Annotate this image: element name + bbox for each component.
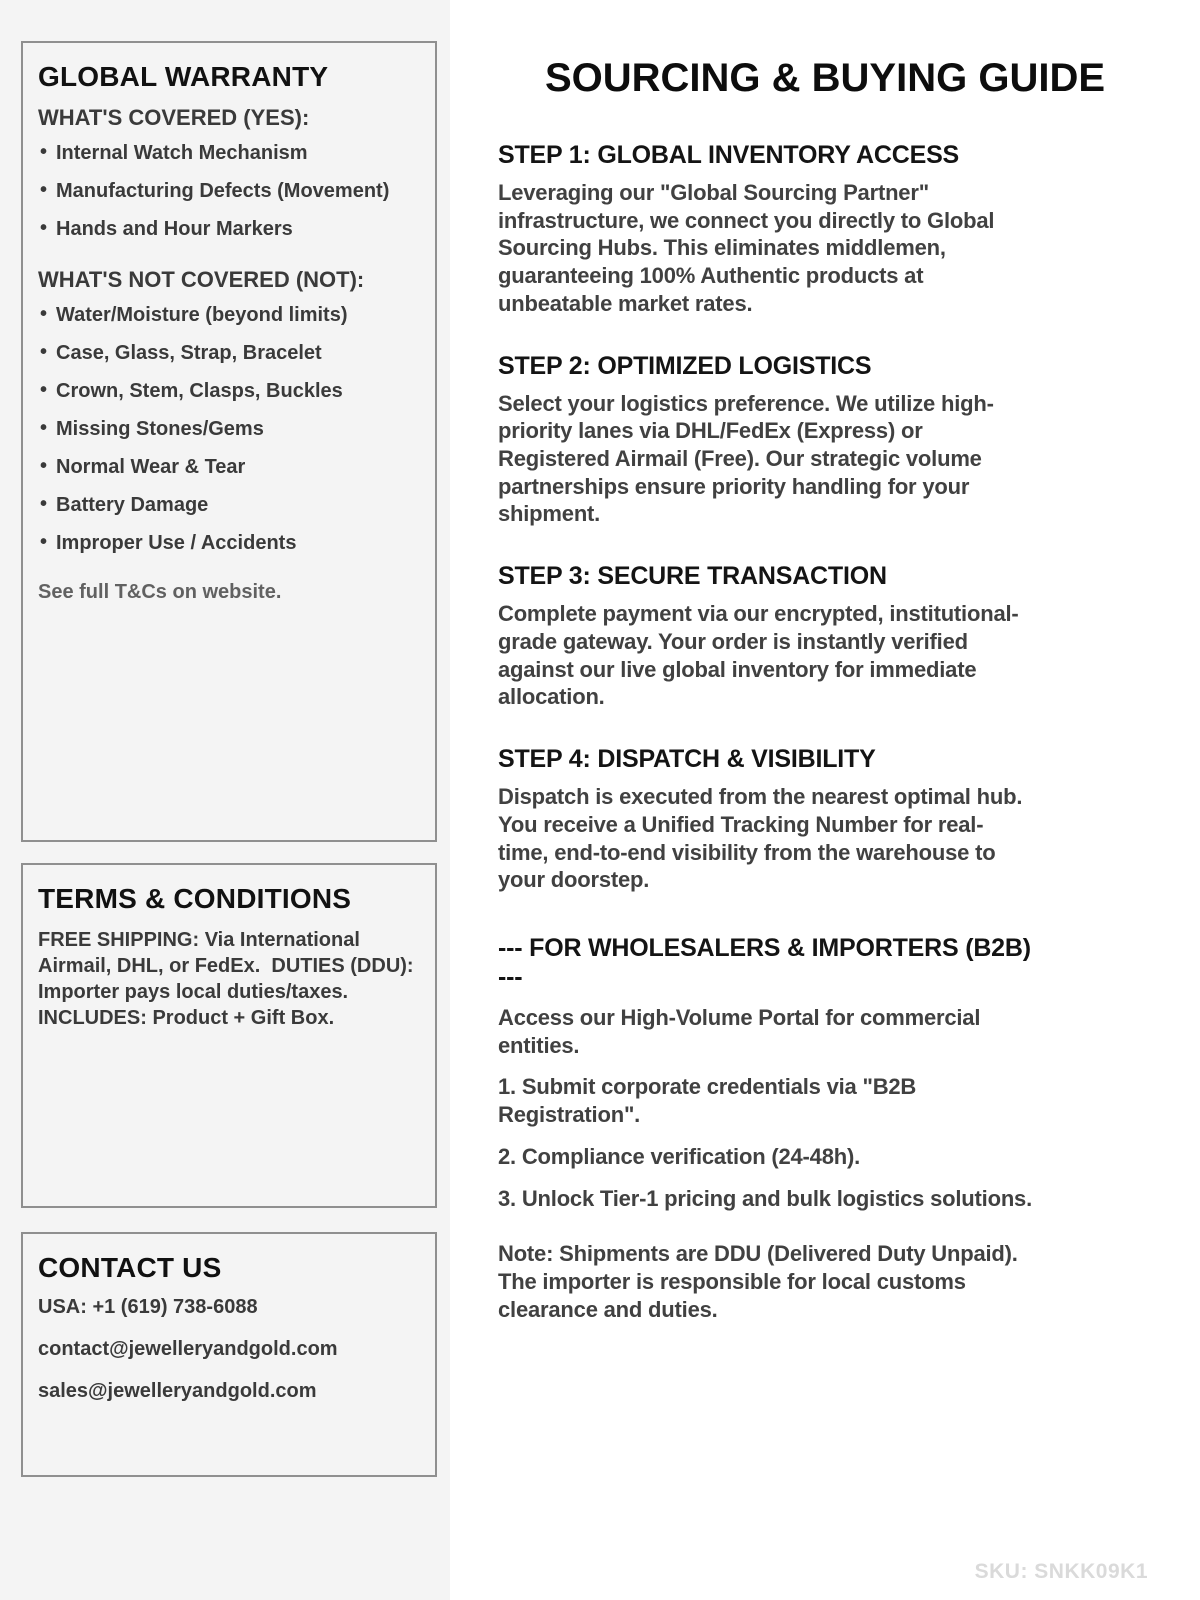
list-item: • Crown, Stem, Clasps, Buckles <box>38 379 419 403</box>
sidebar <box>0 0 450 1600</box>
step-2-heading: STEP 2: OPTIMIZED LOGISTICS <box>498 351 872 380</box>
b2b-note: Note: Shipments are DDU (Delivered Duty Unpaid). The importer is responsible for local customs clearance and duties. <box>498 1241 1018 1322</box>
list-item: • Water/Moisture (beyond limits) <box>38 303 419 327</box>
contact-email: contact@jewelleryandgold.com <box>38 1338 338 1360</box>
list-item: • Manufacturing Defects (Movement) <box>38 179 419 203</box>
b2b-step-3: 3. Unlock Tier-1 pricing and bulk logistics solutions. <box>498 1185 1033 1211</box>
warranty-footnote: See full T&Cs on website. <box>38 581 282 603</box>
page-title: SOURCING & BUYING GUIDE <box>544 56 1106 100</box>
list-item: • Battery Damage <box>38 493 419 517</box>
list-item: • Internal Watch Mechanism <box>38 141 419 165</box>
step-3-section <box>498 562 1033 711</box>
step-1-body: Leveraging our "Global Sourcing Partner" infrastructure, we connect you directly to Global Sourcing Hubs. This eliminates middlemen, guaranteeing 100% Authentic products at unbeatable market rates. <box>498 180 995 316</box>
b2b-step-2: 2. Compliance verification (24-48h). <box>498 1143 861 1169</box>
list-item: • Normal Wear & Tear <box>38 455 419 479</box>
step-1-heading: STEP 1: GLOBAL INVENTORY ACCESS <box>498 141 960 169</box>
main-content <box>450 0 1200 1600</box>
contact-us-panel <box>21 1232 437 1477</box>
global-warranty-title: GLOBAL WARRANTY <box>38 61 329 92</box>
step-3-body: Complete payment via our encrypted, institutional-grade gateway. Your order is instantly verified against our live global inventory for immediate allocation. <box>498 601 1019 710</box>
b2b-intro: Access our High-Volume Portal for commercial entities. <box>498 1004 981 1058</box>
contact-phone: USA: +1 (619) 738-6088 <box>38 1296 258 1318</box>
list-item: • Case, Glass, Strap, Bracelet <box>38 341 419 365</box>
list-item: • Hands and Hour Markers <box>38 217 419 241</box>
step-4-body: Dispatch is executed from the nearest optimal hub. You receive a Unified Tracking Number for real-time, end-to-end visibility from the warehouse to your doorstep. <box>498 784 1023 893</box>
terms-title: TERMS & CONDITIONS <box>38 883 352 914</box>
contact-title: CONTACT US <box>38 1252 222 1283</box>
sales-email: sales@jewelleryandgold.com <box>38 1380 317 1402</box>
step-2-body: Select your logistics preference. We utilize high-priority lanes via DHL/FedEx (Express) or Registered Airmail (Free). Our strategic volume partnerships ensure priority handling for your shipment. <box>498 390 994 527</box>
covered-heading: WHAT'S COVERED (YES): <box>38 105 310 130</box>
step-2-section <box>498 352 1033 529</box>
step-4-heading: STEP 4: DISPATCH & VISIBILITY <box>498 745 876 774</box>
not-covered-list <box>38 303 419 555</box>
terms-body: FREE SHIPPING: Via International Airmail, DHL, or FedEx. DUTIES (DDU): Importer pays local duties/taxes. INCLUDES: Product + Gift Box. <box>38 929 420 1029</box>
not-covered-heading: WHAT'S NOT COVERED (NOT): <box>38 267 365 292</box>
sku-label: SKU: SNKK09K1 <box>974 1560 1148 1583</box>
step-3-heading: STEP 3: SECURE TRANSACTION <box>498 562 887 591</box>
step-1-section <box>498 141 1033 318</box>
b2b-step-1: 1. Submit corporate credentials via "B2B Registration". <box>498 1074 917 1128</box>
global-warranty-panel <box>21 41 437 842</box>
list-item: • Missing Stones/Gems <box>38 417 419 441</box>
list-item: • Improper Use / Accidents <box>38 531 419 555</box>
step-4-section <box>498 745 1033 894</box>
b2b-heading: --- FOR WHOLESALERS & IMPORTERS (B2B) --- <box>498 933 1031 991</box>
covered-list <box>38 141 419 241</box>
b2b-section <box>498 934 1033 1323</box>
guide-steps <box>498 141 1033 1323</box>
terms-conditions-panel <box>21 863 437 1208</box>
